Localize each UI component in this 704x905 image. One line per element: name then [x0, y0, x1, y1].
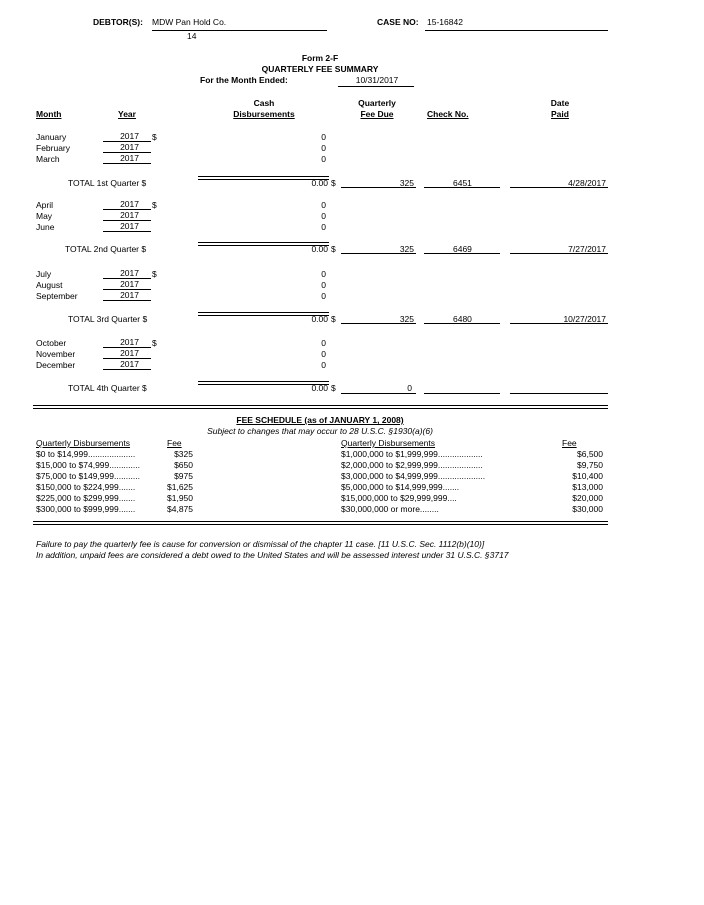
- month-label: July: [36, 269, 52, 279]
- year-cell: 2017: [103, 221, 151, 232]
- quarter-total-label-text: TOTAL 2nd Quarter: [65, 244, 140, 254]
- date-rule: [510, 187, 608, 188]
- month-label: April: [36, 200, 54, 210]
- year-cell: 2017: [103, 153, 151, 164]
- fee-range: $300,000 to $999,999.......: [36, 504, 136, 514]
- date-rule: [510, 393, 608, 394]
- debtor-underline: [152, 30, 327, 31]
- month-label: January: [36, 132, 67, 142]
- quarter-total: 0.00: [311, 383, 328, 393]
- year-cell: 2017: [103, 337, 151, 348]
- fee-amount: $1,625: [167, 482, 193, 492]
- month-label: August: [36, 280, 63, 290]
- currency-sign: $: [331, 244, 336, 254]
- disbursement-value: 0: [321, 222, 326, 232]
- year-cell: 2017: [103, 199, 151, 210]
- year-cell: 2017: [103, 359, 151, 370]
- month-ended-underline: [338, 86, 414, 87]
- fee-range: $30,000,000 or more........: [341, 504, 439, 514]
- quarter-total-label-text: TOTAL 1st Quarter: [68, 178, 140, 188]
- date-paid: 7/27/2017: [568, 244, 606, 254]
- col-year: Year: [118, 109, 136, 119]
- check-number: 6480: [453, 314, 472, 324]
- check-rule: [424, 393, 500, 394]
- fee-amount: $10,400: [572, 471, 603, 481]
- fee-amount: $1,950: [167, 493, 193, 503]
- disbursement-value: 0: [321, 291, 326, 301]
- debtor-name: MDW Pan Hold Co.: [152, 17, 227, 27]
- fee-amount: $975: [174, 471, 193, 481]
- disbursement-value: 0: [321, 200, 326, 210]
- disbursement-value: 0: [321, 269, 326, 279]
- fee-amount: $4,875: [167, 504, 193, 514]
- fee-range: $2,000,000 to $2,999,999...................: [341, 460, 483, 470]
- month-ended-label: For the Month Ended:: [200, 75, 288, 85]
- fee-amount: $30,000: [572, 504, 603, 514]
- fee-amount: $650: [174, 460, 193, 470]
- col-check: Check No.: [427, 109, 469, 119]
- fee-amount: $325: [174, 449, 193, 459]
- currency-sign: $: [142, 383, 147, 393]
- check-number: 6469: [453, 244, 472, 254]
- quarter-total-label-text: TOTAL 3rd Quarter: [68, 314, 141, 324]
- fee-amount: $13,000: [572, 482, 603, 492]
- currency-sign: $: [141, 178, 147, 188]
- fee-range: $15,000,000 to $29,999,999....: [341, 493, 457, 503]
- currency-sign: $: [141, 244, 147, 254]
- disbursement-value: 0: [321, 132, 326, 142]
- year-cell: 2017: [103, 131, 151, 142]
- fee-due-rule: [341, 393, 416, 394]
- month-label: September: [36, 291, 78, 301]
- currency-sign: $: [331, 314, 336, 324]
- fee-due: 325: [399, 244, 414, 254]
- currency-sign: $: [331, 178, 336, 188]
- year-cell: 2017: [103, 348, 151, 359]
- currency-sign: $: [142, 314, 148, 324]
- currency-sign: $: [152, 269, 157, 279]
- year-cell: 2017: [103, 268, 151, 279]
- fee-amount: $20,000: [572, 493, 603, 503]
- disbursement-value: 0: [321, 349, 326, 359]
- quarter-total-label: [65, 244, 146, 254]
- fee-due: 325: [399, 314, 414, 324]
- col-month: Month: [36, 109, 62, 119]
- date-rule: [510, 253, 608, 254]
- col-qfee-2: Fee Due: [360, 109, 394, 119]
- col-quarterly-disbursements-right: Quarterly Disbursements: [341, 438, 436, 448]
- fee-range: $225,000 to $299,999.......: [36, 493, 136, 503]
- col-qfee-1: Quarterly: [358, 98, 396, 108]
- section-divider-bottom: [33, 521, 608, 525]
- month-label: February: [36, 143, 71, 153]
- col-cash-1: Cash: [253, 98, 275, 108]
- form-title: QUARTERLY FEE SUMMARY: [261, 64, 379, 74]
- date-paid: 4/28/2017: [568, 178, 606, 188]
- currency-sign: $: [152, 200, 157, 210]
- footer-note-2: In addition, unpaid fees are considered a debt owed to the United States and will be assessed interest under 31 U.S.C. §3717: [36, 550, 509, 560]
- month-label: October: [36, 338, 67, 348]
- disbursement-value: 0: [321, 360, 326, 370]
- footer-note-1: Failure to pay the quarterly fee is cause for conversion or dismissal of the chapter 11 case. [11 U.S.C. Sec. 1112(b)(10)]: [36, 539, 485, 549]
- currency-sign: $: [152, 338, 157, 348]
- month-label: March: [36, 154, 60, 164]
- disbursement-value: 0: [321, 211, 326, 221]
- quarter-total-label: [68, 383, 147, 393]
- year-cell: 2017: [103, 142, 151, 153]
- fee-due: 325: [399, 178, 414, 188]
- year-cell: 2017: [103, 279, 151, 290]
- fee-range: $150,000 to $224,999.......: [36, 482, 136, 492]
- quarter-total: 0.00: [311, 314, 328, 324]
- currency-sign: $: [152, 132, 157, 142]
- fee-schedule-title: FEE SCHEDULE (as of JANUARY 1, 2008): [236, 415, 404, 425]
- check-number: 6451: [453, 178, 472, 188]
- quarter-total-label: [68, 314, 147, 324]
- quarter-total: 0.00: [311, 178, 328, 188]
- col-cash-2: Disbursements: [233, 109, 295, 119]
- date-paid: 10/27/2017: [563, 314, 606, 324]
- month-label: May: [36, 211, 53, 221]
- debtor-line2: 14: [187, 31, 197, 41]
- fee-amount: $9,750: [577, 460, 603, 470]
- year-cell: 2017: [103, 210, 151, 221]
- case-label: CASE NO:: [377, 17, 419, 27]
- currency-sign: $: [331, 383, 336, 393]
- month-label: June: [36, 222, 55, 232]
- month-ended-value: 10/31/2017: [355, 75, 399, 85]
- fee-range: $0 to $14,999....................: [36, 449, 136, 459]
- fee-range: $3,000,000 to $4,999,999....................: [341, 471, 486, 481]
- quarter-total: 0.00: [311, 244, 328, 254]
- fee-due-rule: [341, 323, 416, 324]
- fee-due-rule: [341, 187, 416, 188]
- col-date-2: Paid: [551, 109, 569, 119]
- fee-range: $75,000 to $149,999...........: [36, 471, 140, 481]
- debtor-label: DEBTOR(S):: [93, 17, 143, 27]
- month-label: November: [36, 349, 76, 359]
- fee-due-rule: [341, 253, 416, 254]
- quarter-total-label-text: TOTAL 4th Quarter: [68, 383, 140, 393]
- fee-range: $1,000,000 to $1,999,999...................: [341, 449, 483, 459]
- quarter-total-label: [68, 178, 146, 188]
- col-date-1: Date: [550, 98, 570, 108]
- form-number: Form 2-F: [301, 53, 339, 63]
- check-rule: [424, 253, 500, 254]
- check-rule: [424, 323, 500, 324]
- check-rule: [424, 187, 500, 188]
- year-cell: 2017: [103, 290, 151, 301]
- disbursement-value: 0: [321, 338, 326, 348]
- date-rule: [510, 323, 608, 324]
- col-quarterly-disbursements-left: Quarterly Disbursements: [36, 438, 131, 448]
- fee-due: 0: [407, 383, 412, 393]
- fee-schedule-subtitle: Subject to changes that may occur to 28 U.S.C. §1930(a)(6): [207, 426, 433, 436]
- case-number: 15-16842: [427, 17, 463, 27]
- disbursement-value: 0: [321, 154, 326, 164]
- section-divider-top: [33, 405, 608, 409]
- fee-range: $5,000,000 to $14,999,999.......: [341, 482, 460, 492]
- case-underline: [425, 30, 608, 31]
- fee-amount: $6,500: [577, 449, 603, 459]
- col-fee-left: Fee: [167, 438, 182, 448]
- disbursement-value: 0: [321, 143, 326, 153]
- disbursement-value: 0: [321, 280, 326, 290]
- col-fee-right: Fee: [562, 438, 577, 448]
- fee-range: $15,000 to $74,999.............: [36, 460, 140, 470]
- month-label: December: [36, 360, 76, 370]
